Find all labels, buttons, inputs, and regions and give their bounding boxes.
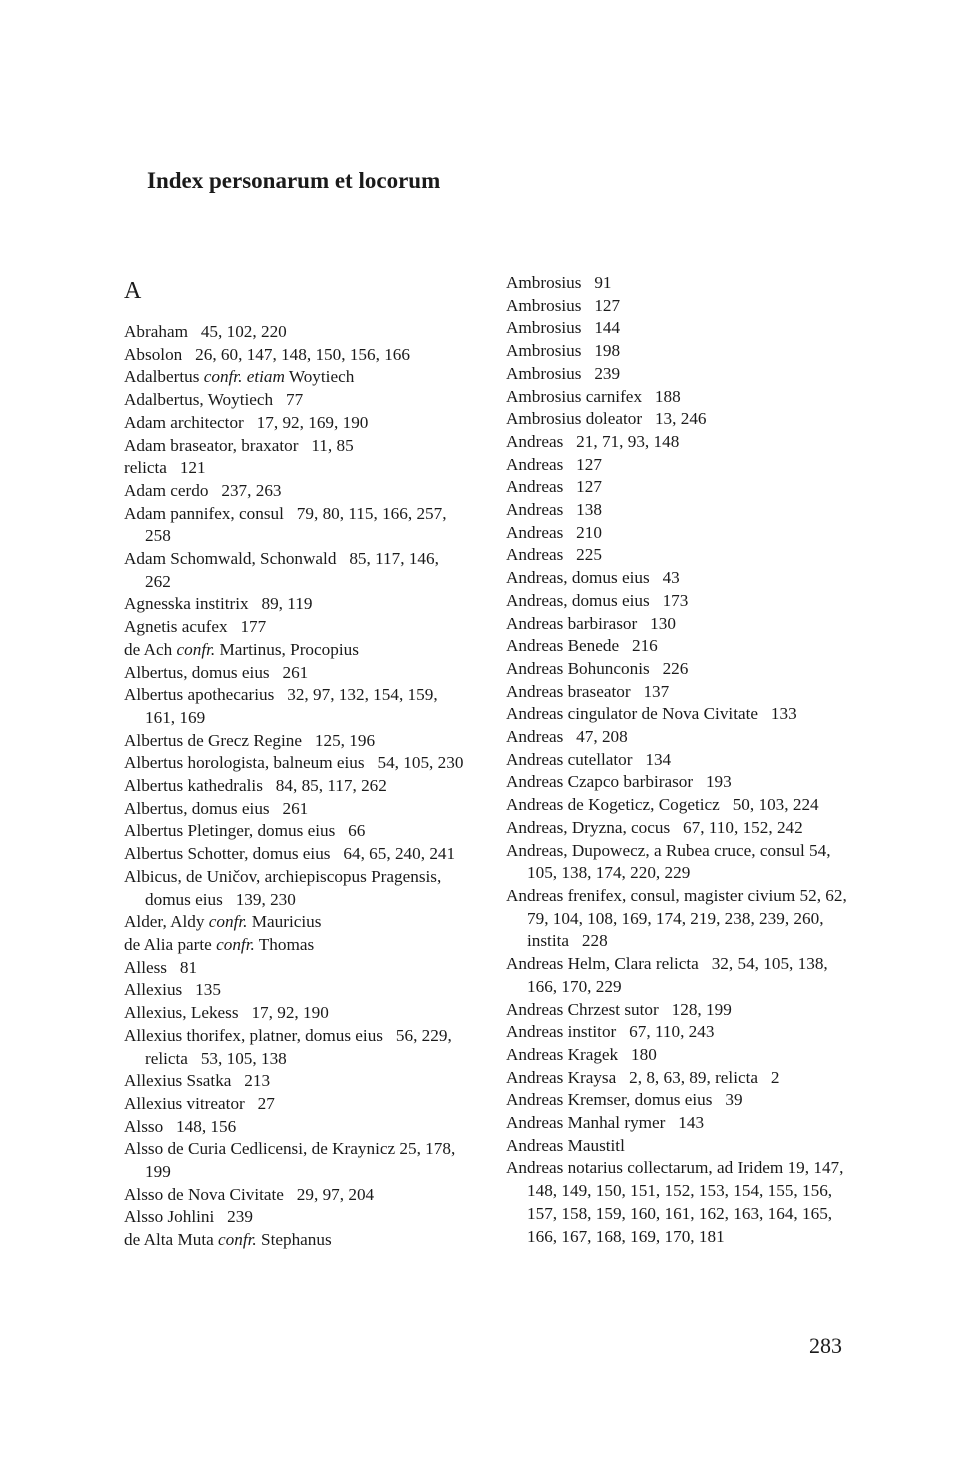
index-entry: Albertus apothecarius 32, 97, 132, 154, 159, 161, 169: [124, 685, 438, 727]
index-entry: Alsso Johlini 239: [124, 1207, 253, 1227]
index-column-right: [506, 272, 851, 1248]
index-entry: Allexius, Lekess 17, 92, 190: [124, 1003, 329, 1023]
index-entry: Andreas institor 67, 110, 243: [506, 1022, 715, 1042]
index-entry: Adam architector 17, 92, 169, 190: [124, 412, 369, 432]
index-entry: Andreas frenifex, consul, magister civium 52, 62, 79, 104, 108, 169, 174, 219, 238, 239, 260, instita 228: [506, 885, 847, 951]
index-entry: Albertus horologista, balneum eius 54, 105, 230: [124, 753, 464, 773]
index-entry: Andreas Chrzest sutor 128, 199: [506, 999, 732, 1019]
index-entry: Andreas 210: [506, 522, 602, 542]
index-entry: relicta 121: [124, 458, 206, 478]
index-entry: de Alta Muta confr. Stephanus: [124, 1230, 332, 1250]
index-entry: Andreas cingulator de Nova Civitate 133: [506, 704, 797, 724]
index-entry: Albicus, de Uničov, archiepiscopus Pragensis, domus eius 139, 230: [124, 866, 442, 909]
index-entry: de Alia parte confr. Thomas: [124, 934, 315, 954]
index-entry: Alsso de Nova Civitate 29, 97, 204: [124, 1184, 375, 1204]
index-entry: Adam cerdo 237, 263: [124, 480, 282, 500]
index-entry: Adalbertus, Woytiech 77: [124, 390, 304, 410]
index-entry: Albertus Pletinger, domus eius 66: [124, 821, 366, 841]
index-entry: Allexius Ssatka 213: [124, 1071, 271, 1091]
index-entry: Absolon 26, 60, 147, 148, 150, 156, 166: [124, 344, 410, 364]
index-entry: Andreas Kremser, domus eius 39: [506, 1090, 743, 1110]
index-entry: Andreas braseator 137: [506, 681, 670, 701]
index-entry: Alsso de Curia Cedlicensi, de Kraynicz 25, 178, 199: [124, 1139, 456, 1182]
index-entry: Adalbertus confr. etiam Woytiech: [124, 367, 355, 387]
index-entry: Albertus Schotter, domus eius 64, 65, 240, 241: [124, 844, 456, 864]
index-entry: Andreas 127: [506, 477, 602, 497]
index-entry: Alder, Aldy confr. Mauricius: [124, 912, 322, 932]
index-entry: Andreas, domus eius 43: [506, 568, 680, 588]
index-entry: Andreas 47, 208: [506, 727, 628, 747]
index-entry: Allexius vitreator 27: [124, 1093, 275, 1113]
index-entry: Andreas Helm, Clara relicta 32, 54, 105, 138, 166, 170, 229: [506, 954, 828, 996]
index-entry: Andreas, Dupowecz, a Rubea cruce, consul 54, 105, 138, 174, 220, 229: [506, 840, 831, 883]
index-entry: Ambrosius carnifex 188: [506, 386, 681, 406]
index-entry: Andreas Benede 216: [506, 636, 658, 656]
index-entry: Ambrosius 91: [506, 273, 612, 292]
index-entry: Andreas 127: [506, 454, 602, 474]
index-entry: Allexius thorifex, platner, domus eius 56, 229, relicta 53, 105, 138: [124, 1025, 452, 1068]
index-entry: Alless 81: [124, 957, 198, 977]
index-entry: Albertus kathedralis 84, 85, 117, 262: [124, 776, 387, 796]
index-entry: Agnesska institrix 89, 119: [124, 594, 313, 614]
page-title: Index personarum et locorum: [147, 168, 441, 193]
index-entry: Andreas notarius collectarum, ad Iridem 19, 147, 148, 149, 150, 151, 152, 153, 154, 155, 156, 157, 158, 159, 160, 161, 162, 163, 164, 165, 166, 167, 168, 169, 170, 181: [506, 1158, 844, 1246]
index-entry: Andreas Maustitl: [506, 1135, 625, 1155]
index-entry: Andreas Kragek 180: [506, 1044, 657, 1064]
index-entry: Ambrosius 127: [506, 295, 621, 315]
index-entry: Andreas 21, 71, 93, 148: [506, 431, 680, 451]
index-entry: Adam braseator, braxator 11, 85: [124, 435, 354, 455]
index-entry: Albertus de Grecz Regine 125, 196: [124, 730, 376, 750]
index-entry: Andreas 225: [506, 545, 602, 565]
index-entry: Agnetis acufex 177: [124, 617, 267, 637]
index-entry: Andreas barbirasor 130: [506, 613, 676, 633]
index-entry: Adam pannifex, consul 79, 80, 115, 166, 257, 258: [124, 503, 447, 546]
index-entry: Andreas 138: [506, 500, 602, 520]
index-entry: Andreas de Kogeticz, Cogeticz 50, 103, 224: [506, 795, 819, 815]
index-entry: Albertus, domus eius 261: [124, 662, 309, 682]
page-number: 283: [809, 1333, 842, 1358]
index-entry: Ambrosius 198: [506, 341, 621, 361]
index-entry: Alsso 148, 156: [124, 1116, 237, 1136]
index-entry: Ambrosius 239: [506, 363, 621, 383]
section-letter: A: [124, 278, 142, 304]
index-entry: Albertus, domus eius 261: [124, 798, 309, 818]
index-entry: de Ach confr. Martinus, Procopius: [124, 639, 359, 659]
index-entry: Andreas, domus eius 173: [506, 590, 689, 610]
index-column-left: [124, 321, 464, 1252]
index-entry: Abraham 45, 102, 220: [124, 322, 287, 341]
index-entry: Allexius 135: [124, 980, 221, 1000]
index-entry: Ambrosius 144: [506, 318, 621, 338]
index-entry: Andreas, Dryzna, cocus 67, 110, 152, 242: [506, 817, 803, 837]
index-entry: Andreas cutellator 134: [506, 749, 672, 769]
index-entry: Adam Schomwald, Schonwald 85, 117, 146, 262: [124, 549, 439, 591]
index-entry: Andreas Bohunconis 226: [506, 658, 689, 678]
index-entry: Ambrosius doleator 13, 246: [506, 409, 707, 429]
index-entry: Andreas Manhal rymer 143: [506, 1113, 705, 1133]
index-entry: Andreas Czapco barbirasor 193: [506, 772, 732, 792]
index-entry: Andreas Kraysa 2, 8, 63, 89, relicta 2: [506, 1067, 780, 1087]
